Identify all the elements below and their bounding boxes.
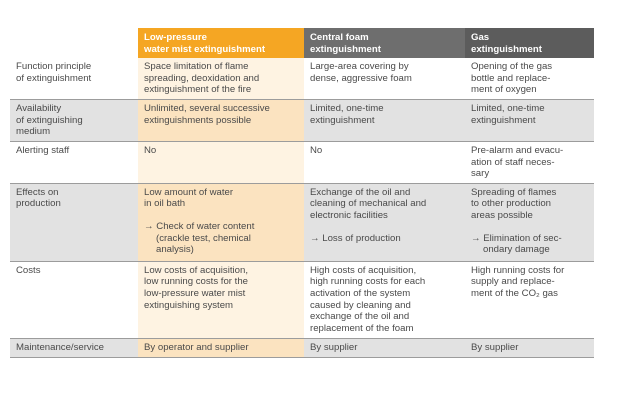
cell-line: ation of staff neces- [471, 156, 555, 168]
header-text: Low-pressure [144, 32, 207, 43]
cell-line: dense, aggressive foam [310, 72, 412, 84]
cell-gas [465, 183, 594, 261]
cell-line: high running costs for each [310, 276, 426, 288]
cell-line: By operator and supplier [144, 341, 249, 353]
cell-note-line: ondary damage [483, 244, 550, 256]
row-label [10, 261, 138, 338]
row-label [10, 141, 138, 183]
cell-line: Spreading of flames [471, 186, 557, 198]
cell-central-foam [304, 261, 465, 338]
cell-line: Unlimited, several successive [144, 103, 270, 115]
cell-line: Costs [16, 264, 41, 276]
row-label [10, 100, 138, 142]
cell-line: Maintenance/service [16, 341, 104, 353]
cell-line: No [310, 144, 323, 156]
row-availability [10, 100, 594, 142]
cell-line: extinguishment [471, 114, 536, 126]
cell-line: in oil bath [144, 198, 186, 210]
row-maintenance [10, 338, 594, 357]
cell-water-mist [138, 100, 304, 142]
row-costs [10, 261, 594, 338]
cell-line: spreading, deoxidation and [144, 72, 260, 84]
cell-central-foam [304, 183, 465, 261]
cell-line: bottle and replace- [471, 72, 551, 84]
cell-line: activation of the system [310, 287, 411, 299]
cell-gas [465, 58, 594, 100]
cell-water-mist [138, 183, 304, 261]
header-text: extinguishment [471, 43, 542, 55]
cell-line: low running costs for the [144, 276, 248, 288]
cell-line: Limited, one-time [310, 103, 384, 115]
cell-line: of extinguishing [16, 114, 83, 126]
comparison-table [10, 28, 594, 358]
cell-note-line: → Loss of production [310, 232, 401, 244]
cell-line: Opening of the gas [471, 61, 553, 73]
cell-central-foam [304, 58, 465, 100]
cell-line: extinguishments possible [144, 114, 252, 126]
cell-line: extinguishing system [144, 299, 234, 311]
cell-line: exchange of the oil and [310, 311, 410, 323]
cell-line: Function principle [16, 61, 92, 73]
cell-line: production [16, 198, 61, 210]
cell-line: Low costs of acquisition, [144, 264, 248, 276]
header-gas [465, 28, 594, 58]
cell-line: ment of the CO₂ gas [471, 287, 558, 299]
cell-note-line: → Check of water content [144, 220, 255, 232]
cell-note-line: analysis) [156, 244, 194, 256]
cell-line: extinguishment [310, 114, 375, 126]
cell-line: extinguishment of the fire [144, 84, 252, 96]
cell-water-mist [138, 338, 304, 357]
cell-line: supply and replace- [471, 276, 555, 288]
header-text: Central foam [310, 32, 369, 43]
cell-line: Exchange of the oil and [310, 186, 411, 198]
cell-line: By supplier [471, 341, 519, 353]
cell-water-mist [138, 141, 304, 183]
row-effects-production [10, 183, 594, 261]
cell-line: High running costs for [471, 264, 565, 276]
row-alerting-staff [10, 141, 594, 183]
cell-line: ment of oxygen [471, 84, 537, 96]
row-label [10, 183, 138, 261]
row-label [10, 338, 138, 357]
cell-line: caused by cleaning and [310, 299, 411, 311]
header-row [10, 28, 594, 58]
cell-water-mist [138, 261, 304, 338]
cell-gas [465, 141, 594, 183]
cell-water-mist [138, 58, 304, 100]
cell-central-foam [304, 100, 465, 142]
header-empty-cell [10, 28, 138, 58]
cell-line: sary [471, 168, 490, 180]
cell-line: to other production [471, 198, 552, 210]
cell-line: medium [16, 126, 51, 138]
cell-line: Space limitation of flame [144, 61, 249, 73]
row-function-principle [10, 58, 594, 100]
cell-line: By supplier [310, 341, 358, 353]
cell-note-line: → Elimination of sec- [471, 232, 562, 244]
cell-line: Limited, one-time [471, 103, 545, 115]
cell-line: High costs of acquisition, [310, 264, 417, 276]
cell-line: low-pressure water mist [144, 287, 246, 299]
cell-line: cleaning of mechanical and [310, 198, 427, 210]
cell-central-foam [304, 338, 465, 357]
cell-gas [465, 100, 594, 142]
cell-line: of extinguishment [16, 72, 92, 84]
cell-note-line: (crackle test, chemical [156, 232, 251, 244]
cell-line: replacement of the foam [310, 322, 414, 334]
cell-line: areas possible [471, 209, 533, 221]
header-text: water mist extinguishment [144, 43, 266, 55]
cell-line: Alerting staff [16, 144, 70, 156]
header-text: Gas [471, 32, 490, 43]
cell-line: Large-area covering by [310, 61, 409, 73]
cell-central-foam [304, 141, 465, 183]
cell-gas [465, 261, 594, 338]
cell-line: No [144, 144, 157, 156]
row-label [10, 58, 138, 100]
cell-line: Low amount of water [144, 186, 234, 198]
header-central-foam [304, 28, 465, 58]
header-water-mist [138, 28, 304, 58]
cell-gas [465, 338, 594, 357]
cell-line: Availability [16, 103, 62, 115]
cell-line: electronic facilities [310, 209, 388, 221]
cell-line: Pre-alarm and evacu- [471, 144, 564, 156]
cell-line: Effects on [16, 186, 59, 198]
header-text: extinguishment [310, 43, 381, 55]
